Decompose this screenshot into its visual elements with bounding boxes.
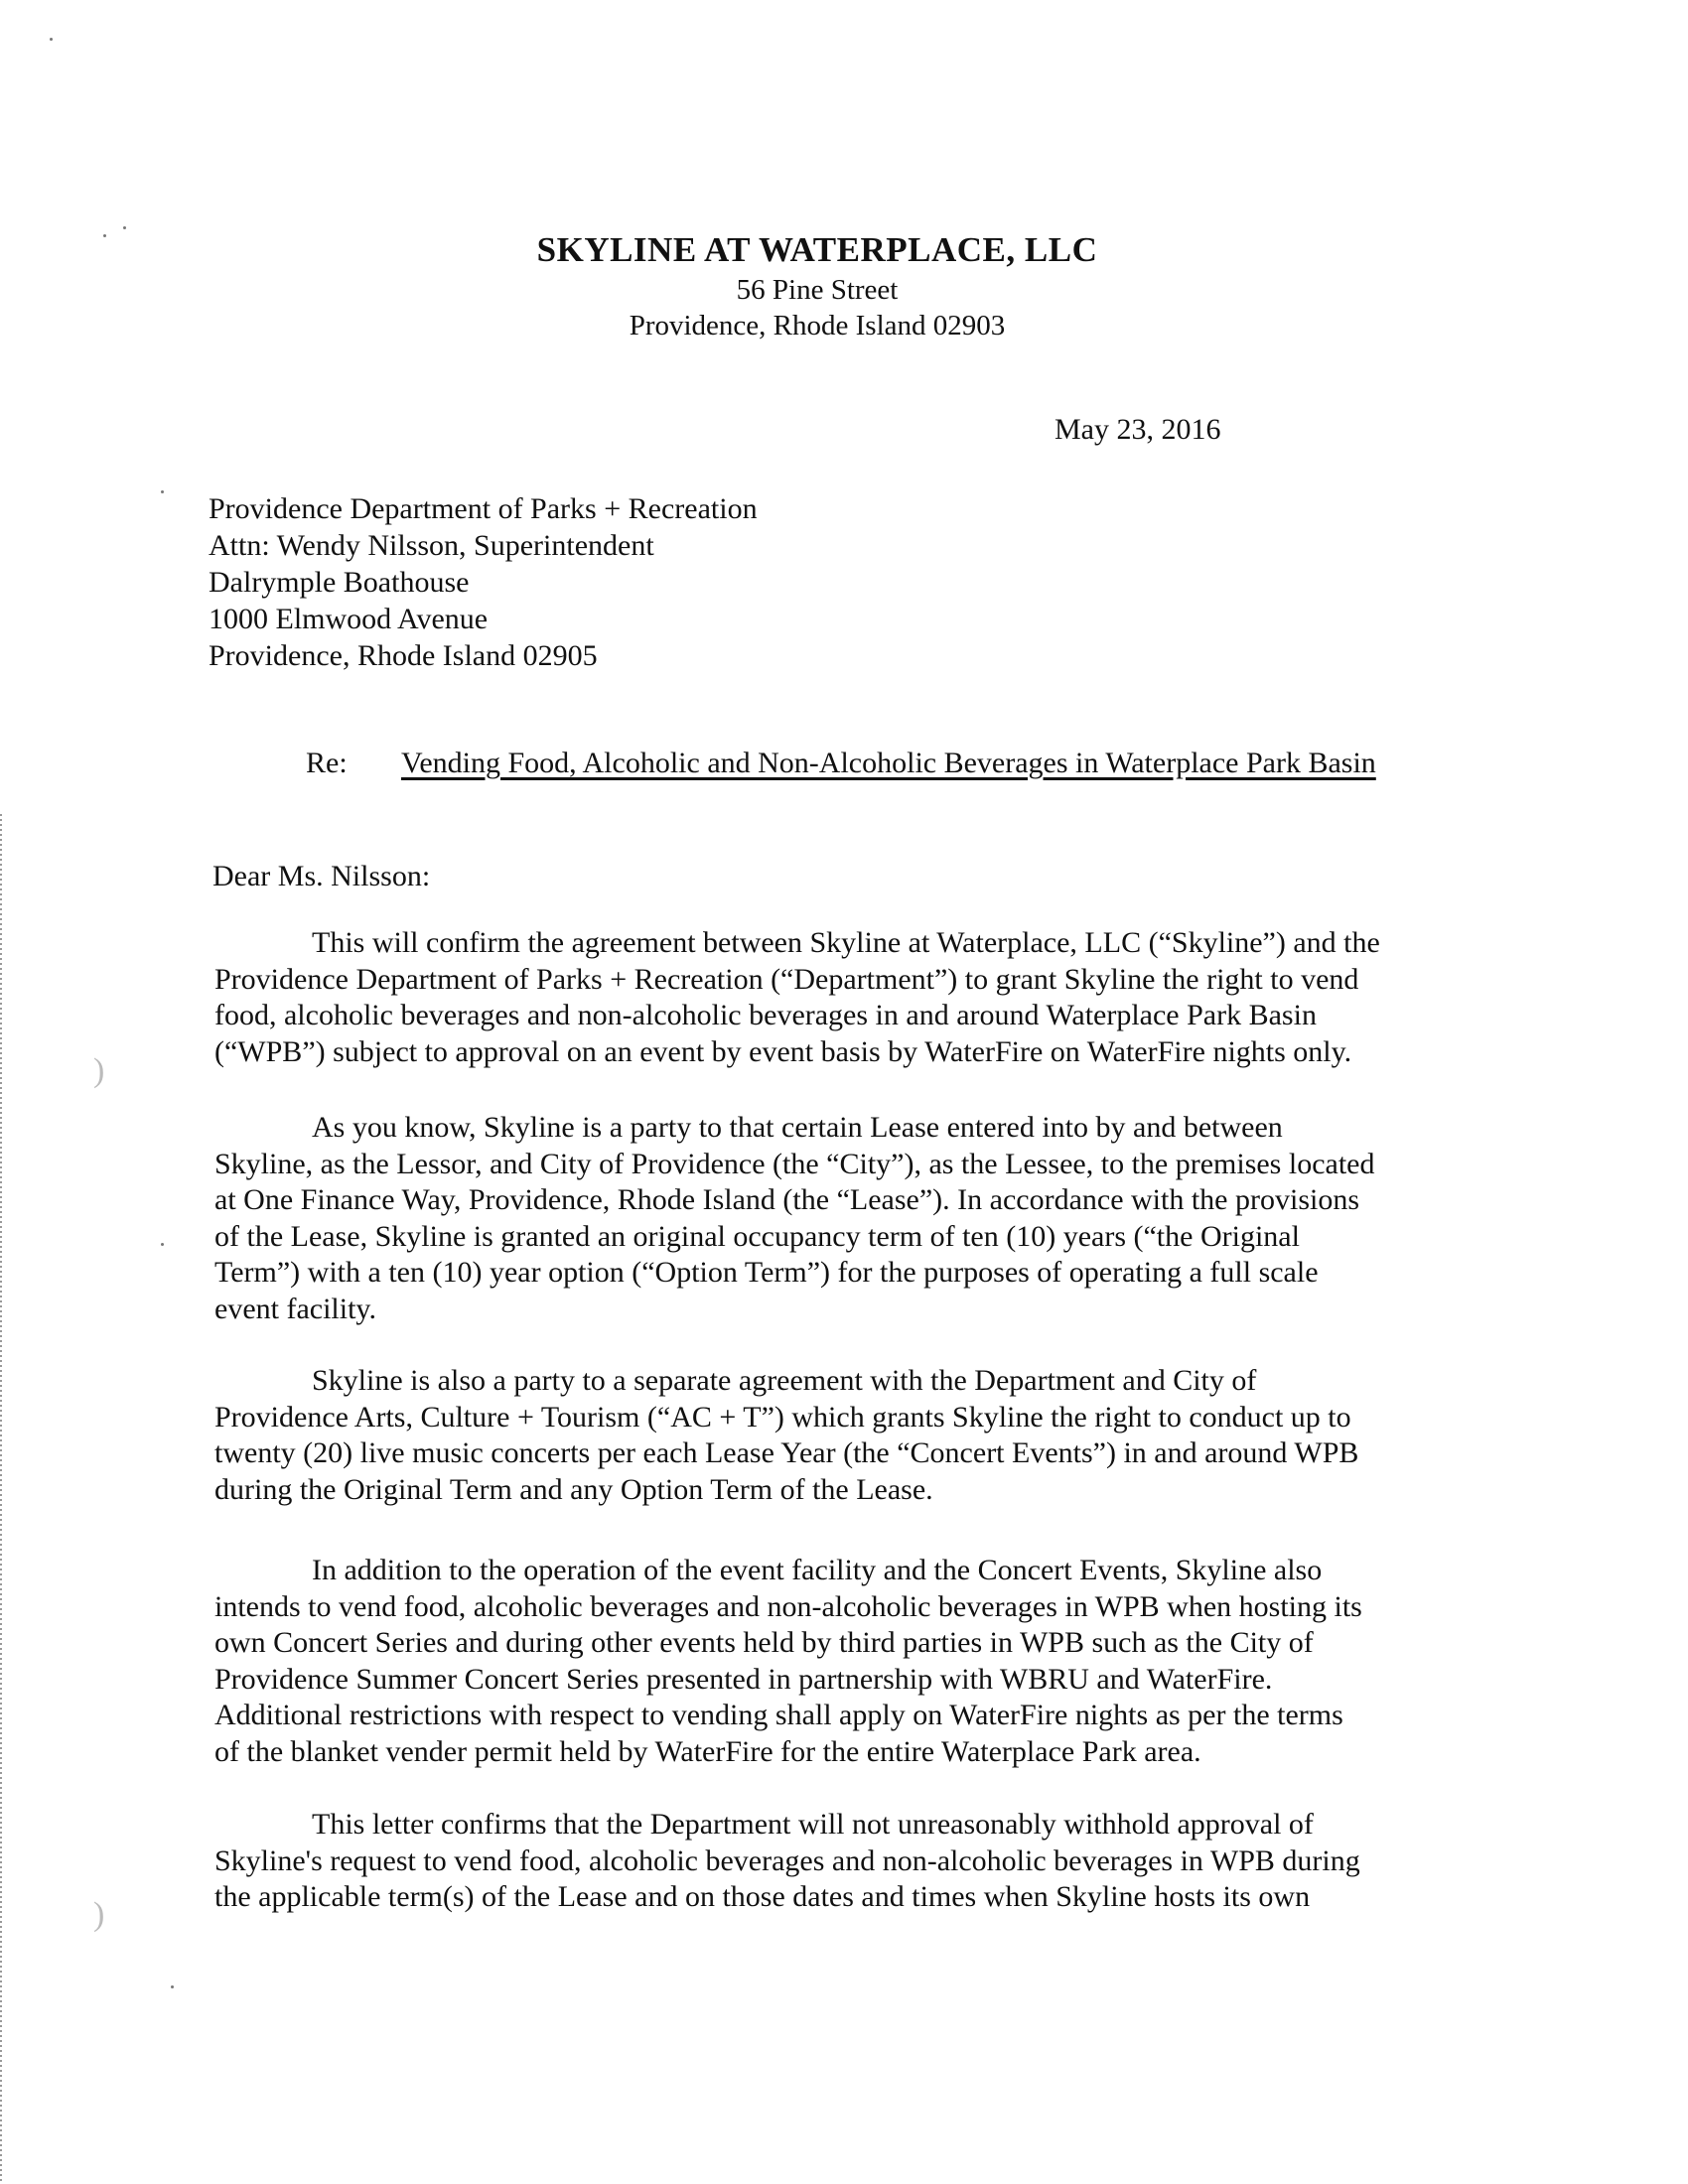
body-paragraph <box>214 925 1434 1070</box>
salutation: Dear Ms. Nilsson: <box>212 860 431 892</box>
paragraph-line: Providence Department of Parks + Recreation (“Department”) to grant Skyline the right to vend <box>214 962 1359 996</box>
hole-punch-mark: ) <box>93 1896 105 1933</box>
recipient-line: Dalrymple Boathouse <box>209 566 470 599</box>
paragraph-line: intends to vend food, alcoholic beverages and non-alcoholic beverages in WPB when hosting its <box>214 1589 1362 1623</box>
scan-speck <box>161 1243 164 1246</box>
body-paragraph <box>214 1363 1434 1508</box>
body-paragraph <box>214 1110 1434 1327</box>
scan-speck <box>161 490 164 493</box>
re-subject: Vending Food, Alcoholic and Non-Alcoholic Beverages in Waterplace Park Basin <box>401 747 1376 779</box>
letter-date: May 23, 2016 <box>1055 413 1221 446</box>
paragraph-line: of the Lease, Skyline is granted an original occupancy term of ten (10) years (“the Original <box>214 1219 1300 1253</box>
scan-edge-artifact <box>0 814 2 2184</box>
paragraph-line: Skyline's request to vend food, alcoholic beverages and non-alcoholic beverages in WPB during <box>214 1843 1360 1877</box>
paragraph-line: the applicable term(s) of the Lease and on those dates and times when Skyline hosts its own <box>214 1880 1311 1913</box>
paragraph-line: This will confirm the agreement between Skyline at Waterplace, LLC (“Skyline”) and the <box>312 926 1380 959</box>
paragraph-line: (“WPB”) subject to approval on an event by event basis by WaterFire on WaterFire nights only. <box>214 1034 1352 1068</box>
paragraph-line: Skyline is also a party to a separate agreement with the Department and City of <box>312 1364 1257 1397</box>
paragraph-line: during the Original Term and any Option Term of the Lease. <box>214 1472 933 1506</box>
paragraph-line: of the blanket vender permit held by WaterFire for the entire Waterplace Park area. <box>214 1734 1201 1768</box>
paragraph-line: food, alcoholic beverages and non-alcoholic beverages in and around Waterplace Park Basin <box>214 999 1317 1031</box>
paragraph-line: at One Finance Way, Providence, Rhode Island (the “Lease”). In accordance with the provisions <box>214 1183 1360 1216</box>
paragraph-line: In addition to the operation of the event facility and the Concert Events, Skyline also <box>312 1554 1323 1586</box>
paragraph-line: Additional restrictions with respect to vending shall apply on WaterFire nights as per the terms <box>214 1699 1343 1731</box>
paragraph-line: twenty (20) live music concerts per each Lease Year (the “Concert Events”) in and around WPB <box>214 1436 1359 1469</box>
paragraph-line: As you know, Skyline is a party to that certain Lease entered into by and between <box>312 1111 1283 1144</box>
scan-speck <box>50 38 53 41</box>
paragraph-line: Providence Summer Concert Series presented in partnership with WBRU and WaterFire. <box>214 1662 1273 1696</box>
letterhead-company: SKYLINE AT WATERPLACE, LLC <box>536 230 1098 269</box>
paragraph-line: event facility. <box>214 1292 376 1325</box>
body-paragraph <box>214 1553 1434 1770</box>
paragraph-line: This letter confirms that the Department will not unreasonably withhold approval of <box>312 1808 1314 1841</box>
letterhead-city: Providence, Rhode Island 02903 <box>629 310 1006 341</box>
recipient-address <box>209 490 758 674</box>
body-paragraph <box>214 1807 1434 1916</box>
paragraph-line: Skyline, as the Lessor, and City of Providence (the “City”), as the Lessee, to the premises located <box>214 1147 1375 1180</box>
letterhead-street: 56 Pine Street <box>736 274 899 306</box>
re-label: Re: <box>306 747 348 779</box>
re-line <box>306 747 1376 780</box>
scan-speck <box>123 226 126 229</box>
hole-punch-mark: ) <box>93 1052 105 1089</box>
paragraph-line: Term”) with a ten (10) year option (“Option Term”) for the purposes of operating a full scale <box>214 1256 1319 1289</box>
recipient-line: 1000 Elmwood Avenue <box>209 603 489 635</box>
recipient-line: Providence Department of Parks + Recreation <box>209 492 758 525</box>
paragraph-line: own Concert Series and during other events held by third parties in WPB such as the City of <box>214 1626 1314 1659</box>
recipient-line: Providence, Rhode Island 02905 <box>209 639 598 672</box>
recipient-line: Attn: Wendy Nilsson, Superintendent <box>209 529 654 562</box>
scan-speck <box>171 1985 174 1988</box>
paragraph-line: Providence Arts, Culture + Tourism (“AC + T”) which grants Skyline the right to conduct up to <box>214 1400 1351 1433</box>
